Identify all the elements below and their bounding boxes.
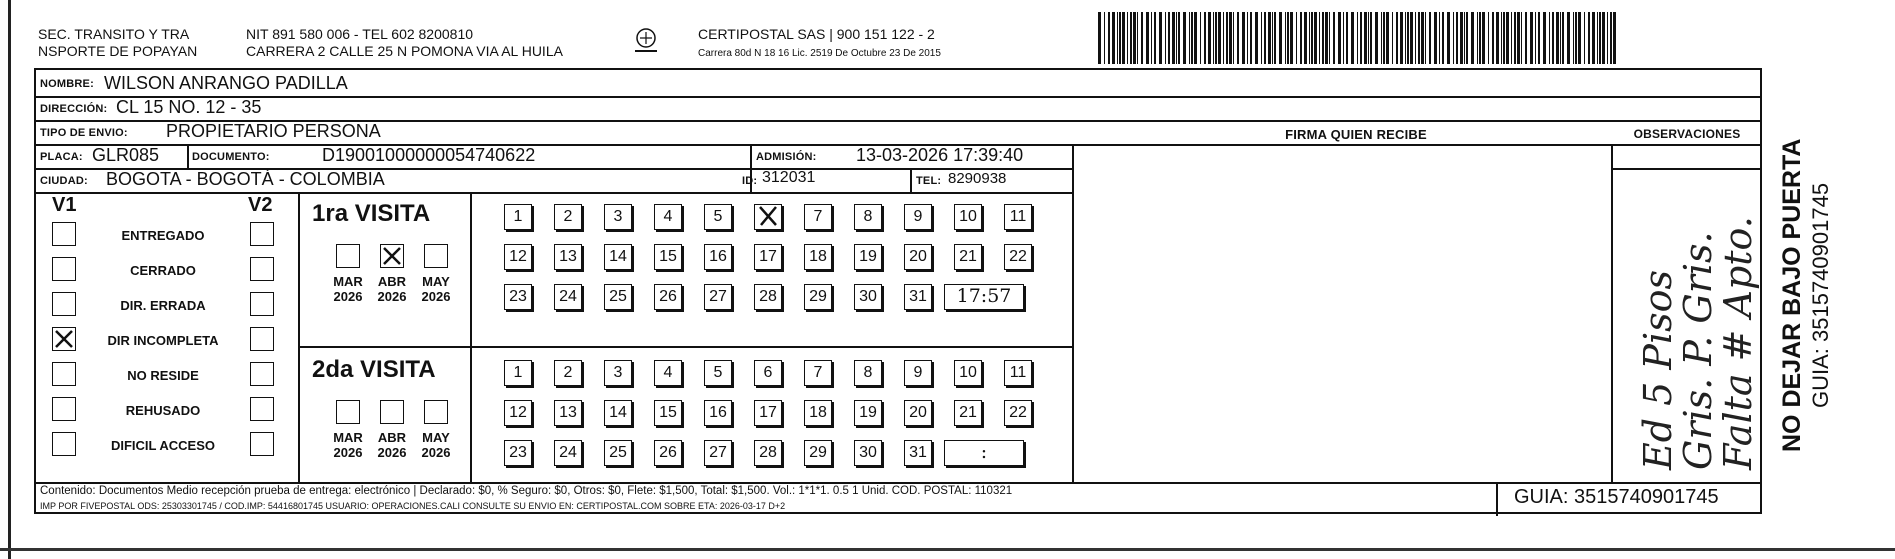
barcode-bar [1381,12,1382,64]
footer-line-1: Contenido: Documentos Medio recepción prueba de entrega: electrónico | Declarado: $0, % Seguro: $0, Otros: $0, Flete: $1,500, Total: $1,500. Vol.: 1*1*1. 0.5 1 Unid. COD. POSTAL: 110321 [40,485,1013,497]
barcode-bar [1592,12,1595,64]
day-box: 7 [804,204,832,230]
barcode-bar [1560,12,1561,64]
handwriting-line-3: Falta # Apto. [1716,216,1760,470]
direccion-value: CL 15 NO. 12 - 35 [116,97,262,117]
barcode-bar [1482,12,1485,64]
barcode-bar [1322,12,1324,64]
barcode-bar [1290,12,1293,64]
barcode-bar [1218,12,1221,64]
barcode-bar [1242,12,1245,64]
barcode-bar [1407,12,1409,64]
day-box: 19 [854,244,882,270]
barcode-bar [1279,12,1282,64]
status-label: NO RESIDE [127,368,199,383]
barcode-bar [1556,12,1559,64]
barcode-bar [1255,12,1258,64]
barcode-bar [1439,12,1440,64]
barcode-bar [1501,12,1502,64]
day-box: 4 [654,360,682,386]
barcode-bar [1471,12,1474,64]
day-box [754,204,782,230]
barcode-bar [1130,12,1132,64]
barcode-bar [1477,12,1478,64]
ciudad-value: BOGOTA - BOGOTÁ - COLOMBIA [106,169,385,189]
day-box: 13 [554,244,582,270]
firma-label: FIRMA QUIEN RECIBE [1285,127,1427,142]
day-box: 31 [904,284,932,310]
barcode [1098,12,1616,64]
day-box: 12 [504,400,532,426]
barcode-bar [1543,12,1546,64]
barcode-bar [1191,12,1193,64]
barcode-bar [1233,12,1234,64]
barcode-bar [1492,12,1494,64]
status-label: DIR INCOMPLETA [107,333,219,348]
month-year: 2026 [333,289,363,304]
barcode-bar [1285,12,1286,64]
certipostal-logo-icon [632,26,660,54]
barcode-bar [1237,12,1239,64]
status-label: DIR. ERRADA [120,298,206,313]
barcode-bar [1200,12,1201,64]
barcode-bar [1392,12,1393,64]
v2-checkbox [250,327,274,351]
day-box: 3 [604,204,632,230]
barcode-bar [1325,12,1328,64]
barcode-bar [1525,12,1527,64]
barcode-bar [1434,12,1437,64]
month-year: 2026 [421,445,451,460]
barcode-bar [1584,12,1585,64]
barcode-bar [1386,12,1389,64]
barcode-bar [1172,12,1175,64]
barcode-bar [1274,12,1276,64]
barcode-bar [1119,12,1121,64]
day-box: 31 [904,440,932,466]
day-box: 4 [654,204,682,230]
day-box: 25 [604,440,632,466]
visit1-title: 1ra VISITA [312,200,431,227]
barcode-bar [1357,12,1358,64]
barcode-bar [1178,12,1180,64]
visit2-title: 2da VISITA [312,356,436,383]
month-year: 2026 [421,289,451,304]
barcode-bar [1573,12,1574,64]
v1-checkbox [52,327,76,351]
barcode-bar [1375,12,1378,64]
barcode-bar [1364,12,1367,64]
barcode-bar [1503,12,1505,64]
barcode-bar [1453,12,1454,64]
barcode-bar [1346,12,1348,64]
day-box: 16 [704,400,732,426]
shipping-form [34,68,1762,514]
barcode-bar [1575,12,1577,64]
id-value: 312031 [762,169,816,186]
placa-value: GLR085 [92,145,160,165]
day-box: 24 [554,440,582,466]
barcode-bar [1296,12,1297,64]
nombre-label: NOMBRE: [40,78,94,90]
nombre-value: WILSON ANRANGO PADILLA [104,73,348,93]
license-line: Carrera 80d N 18 16 Lic. 2519 De Octubre 23 De 2015 [698,48,941,59]
day-box: 18 [804,400,832,426]
day-box: 30 [854,284,882,310]
barcode-bar [1460,12,1463,64]
v2-checkbox [250,397,274,421]
day-box: 24 [554,284,582,310]
bottom-edge-line [0,548,1895,551]
admision-value: 13-03-2026 17:39:40 [856,145,1024,165]
barcode-bar [1154,12,1156,64]
month-checkbox [424,244,448,268]
address-line: CARRERA 2 CALLE 25 N POMONA VIA AL HUILA [246,43,563,59]
day-box: 22 [1004,244,1032,270]
barcode-bar [1517,12,1520,64]
barcode-bar [1360,12,1362,64]
direccion-label: DIRECCIÓN: [40,103,108,115]
barcode-bar [1098,12,1101,64]
barcode-bar [1108,12,1110,64]
barcode-bar [1204,12,1206,64]
footer-guia: GUIA: 3515740901745 [1514,486,1719,508]
id-label: ID: [742,175,758,187]
handwriting-line-2: Gris. P. Gris. [1676,231,1720,470]
day-box: 15 [654,244,682,270]
day-box: 14 [604,244,632,270]
barcode-bar [1247,12,1248,64]
barcode-bar [1488,12,1489,64]
barcode-bar [1538,12,1540,64]
ciudad-label: CIUDAD: [40,175,88,187]
day-box: 15 [654,400,682,426]
barcode-bar [1287,12,1289,64]
barcode-bar [1272,12,1273,64]
month-label: MAR [333,274,363,289]
day-box: 18 [804,244,832,270]
left-edge-line [8,0,11,559]
v1-label: V1 [52,194,77,216]
barcode-bar [1415,12,1416,64]
barcode-bar [1343,12,1344,64]
barcode-bar [1127,12,1128,64]
day-box: 19 [854,400,882,426]
barcode-bar [1268,12,1271,64]
day-box: 30 [854,440,882,466]
day-box: 26 [654,284,682,310]
barcode-bar [1168,12,1170,64]
barcode-bar [1112,12,1115,64]
day-box: 20 [904,400,932,426]
v2-label: V2 [248,194,273,216]
tel-value: 8290938 [948,170,1007,187]
day-box: 25 [604,284,632,310]
day-box: 7 [804,360,832,386]
v2-checkbox [250,292,274,316]
day-box: 28 [754,284,782,310]
month-label: MAY [422,430,450,445]
month-label: ABR [377,430,407,445]
barcode-bar [1189,12,1190,64]
barcode-bar [1300,12,1302,64]
barcode-bar [1530,12,1533,64]
day-box: 17 [754,244,782,270]
day-box: 1 [504,204,532,230]
day-box: 20 [904,244,932,270]
barcode-bar [1137,12,1138,64]
month-label: ABR [377,274,407,289]
barcode-bar [1229,12,1232,64]
barcode-bar [1429,12,1431,64]
barcode-bar [1338,12,1341,64]
day-box: 17 [754,400,782,426]
day-box: 23 [504,284,532,310]
day-box: 26 [654,440,682,466]
day-box: 22 [1004,400,1032,426]
month-checkbox [336,244,360,268]
status-label: ENTREGADO [121,228,205,243]
barcode-bar [1396,12,1398,64]
day-box: 16 [704,244,732,270]
side-guia: GUIA: 3515740901745 [1808,182,1833,408]
day-box: 21 [954,400,982,426]
day-box: 5 [704,204,732,230]
barcode-bar [1159,12,1162,64]
day-box: 8 [854,204,882,230]
barcode-bar [1610,12,1612,64]
barcode-bar [1250,12,1252,64]
barcode-bar [1456,12,1458,64]
day-box: 3 [604,360,632,386]
day-box: 10 [954,204,982,230]
day-box: 2 [554,204,582,230]
barcode-bar [1607,12,1608,64]
barcode-bar [1405,12,1406,64]
day-box: 27 [704,284,732,310]
barcode-bar [1223,12,1224,64]
barcode-bar [1514,12,1516,64]
day-box: 13 [554,400,582,426]
v2-checkbox [250,257,274,281]
barcode-bar [1370,12,1372,64]
barcode-bar [1165,12,1166,64]
barcode-bar [1329,12,1330,64]
barcode-bar [1309,12,1310,64]
barcode-bar [1464,12,1465,64]
barcode-bar [1421,12,1424,64]
tipo-envio-value: PROPIETARIO PERSONA [166,121,381,141]
day-box: 6 [754,360,782,386]
day-box: 27 [704,440,732,466]
day-box: 11 [1004,360,1032,386]
day-box: 29 [804,440,832,466]
barcode-bar [1562,12,1564,64]
admision-label: ADMISIÓN: [756,151,817,163]
v1-checkbox [52,432,76,456]
barcode-bar [1567,12,1570,64]
footer-line-2: IMP POR FIVEPOSTAL ODS: 25303301745 / COD.IMP: 54416801745 USUARIO: OPERACIONES.CALI CONSULTE SU ENVIO EN: CERTIPOSTAL.COM SOBRE ETA: 2026-03-17 D+2 [40,501,786,511]
month-label: MAY [422,274,450,289]
barcode-bar [1425,12,1426,64]
barcode-bar [1264,12,1266,64]
day-box: 10 [954,360,982,386]
day-box: 5 [704,360,732,386]
barcode-bar [1521,12,1522,64]
no-dejar-warning: NO DEJAR BAJO PUERTA [1778,138,1806,452]
sender-line-2: NSPORTE DE POPAYAN [38,43,198,59]
barcode-bar [1117,12,1118,64]
barcode-bar [1511,12,1512,64]
barcode-bar [1215,12,1217,64]
day-box: 2 [554,360,582,386]
barcode-bar [1613,12,1616,64]
barcode-bar [1351,12,1354,64]
barcode-bar [1588,12,1590,64]
barcode-bar [1599,12,1601,64]
barcode-bar [1535,12,1536,64]
company-line: CERTIPOSTAL SAS | 900 151 122 - 2 [698,26,935,42]
barcode-bar [1466,12,1468,64]
barcode-bar [1410,12,1413,64]
barcode-bar [1552,12,1554,64]
month-year: 2026 [377,289,407,304]
v2-checkbox [250,432,274,456]
barcode-bar [1104,12,1105,64]
tipo-envio-label: TIPO DE ENVIO: [40,127,128,139]
barcode-bar [1226,12,1228,64]
day-box: 14 [604,400,632,426]
v2-checkbox [250,222,274,246]
placa-label: PLACA: [40,151,83,163]
documento-label: DOCUMENTO: [192,151,270,163]
month-year: 2026 [333,445,363,460]
barcode-bar [1122,12,1125,64]
month-year: 2026 [377,445,407,460]
barcode-bar [1141,12,1143,64]
status-label: REHUSADO [125,403,201,418]
day-box: 9 [904,204,932,230]
barcode-bar [1146,12,1149,64]
v1-checkbox [52,222,76,246]
barcode-bar [1368,12,1369,64]
time-box: 17:57 [944,284,1024,310]
tel-label: TEL: [916,175,942,187]
barcode-bar [1442,12,1444,64]
barcode-bar [1311,12,1313,64]
barcode-bar [1418,12,1420,64]
barcode-bar [1506,12,1509,64]
day-box: 12 [504,244,532,270]
month-checkbox [380,400,404,424]
barcode-bar [1314,12,1317,64]
barcode-bar [1194,12,1197,64]
handwriting-line-1: Ed 5 Pisos [1636,269,1680,470]
day-box: 21 [954,244,982,270]
day-box: 29 [804,284,832,310]
documento-value: D19001000000054740622 [322,145,536,165]
barcode-bar [1213,12,1214,64]
barcode-bar [1602,12,1605,64]
month-label: MAR [333,430,363,445]
month-checkbox [336,400,360,424]
day-box: 8 [854,360,882,386]
day-box: 23 [504,440,532,466]
barcode-bar [1383,12,1385,64]
observaciones-label: OBSERVACIONES [1633,127,1741,141]
barcode-bar [1496,12,1499,64]
month-checkbox [424,400,448,424]
barcode-bar [1400,12,1403,64]
day-box: 28 [754,440,782,466]
status-label: CERRADO [130,263,196,278]
month-checkbox [380,244,404,268]
barcode-bar [1133,12,1136,64]
v1-checkbox [52,362,76,386]
barcode-bar [1333,12,1335,64]
barcode-bar [1304,12,1307,64]
barcode-bar [1208,12,1211,64]
barcode-bar [1597,12,1598,64]
day-box: 1 [504,360,532,386]
v1-checkbox [52,397,76,421]
v1-checkbox [52,257,76,281]
barcode-bar [1447,12,1450,64]
barcode-bar [1151,12,1152,64]
day-box: 9 [904,360,932,386]
status-label: DIFICIL ACCESO [110,438,215,453]
barcode-bar [1549,12,1550,64]
v1-checkbox [52,292,76,316]
barcode-bar [1176,12,1177,64]
day-box: 11 [1004,204,1032,230]
barcode-bar [1261,12,1262,64]
barcode-bar [1578,12,1581,64]
v2-checkbox [250,362,274,386]
barcode-bar [1479,12,1481,64]
nit-line: NIT 891 580 006 - TEL 602 8200810 [246,26,474,42]
barcode-bar [1183,12,1186,64]
sender-line-1: SEC. TRANSITO Y TRA [38,26,190,42]
time-box: : [944,440,1024,466]
barcode-bar [1319,12,1320,64]
